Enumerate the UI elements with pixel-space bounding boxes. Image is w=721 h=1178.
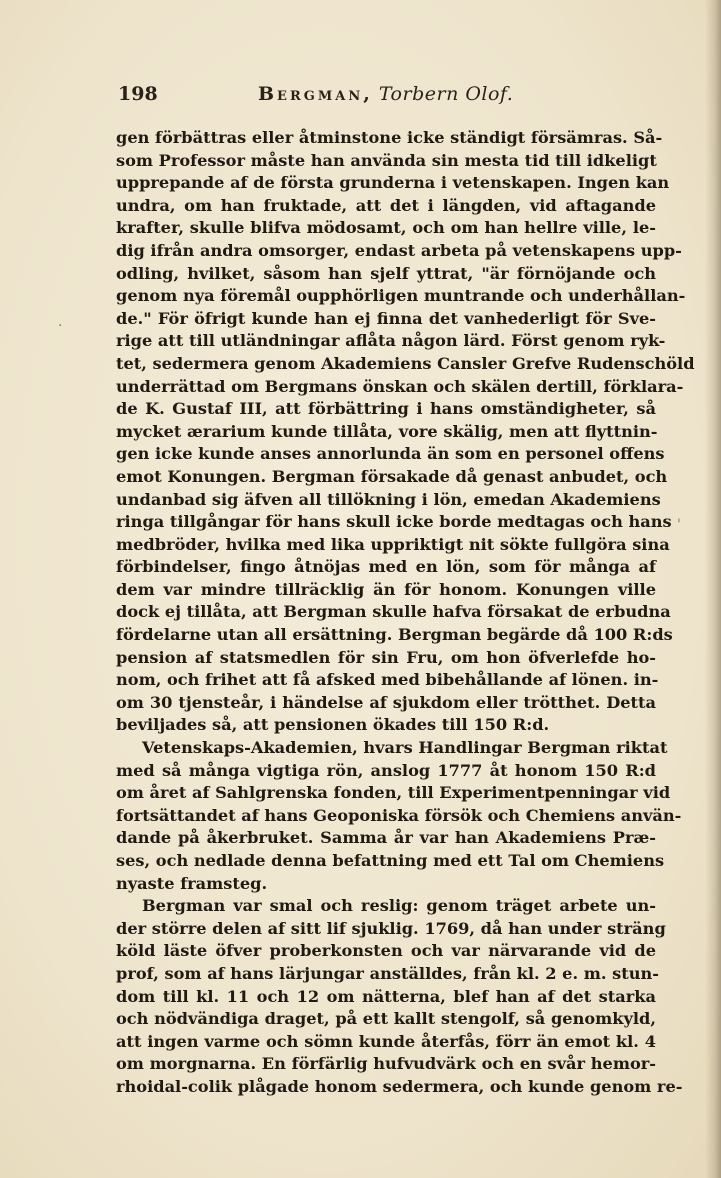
text-line: dande på åkerbruket. Samma år var han Akademiens Præ- bbox=[116, 828, 656, 848]
text-line: nom, och frihet att få afsked med bibehållande af lönen. in- bbox=[116, 670, 659, 690]
text-line: nyaste framsteg. bbox=[116, 873, 268, 893]
text-line: de." För öfrigt kunde han ej finna det vanhederligt för Sve- bbox=[116, 308, 656, 328]
text-line: odling, hvilket, såsom han sjelf yttrat, "är förnöjande och bbox=[116, 263, 656, 283]
text-line: der större delen af sitt lif sjuklig. 1769, då han under sträng bbox=[116, 918, 666, 938]
text-line: köld läste öfver proberkonsten och var närvarande vid de bbox=[116, 941, 656, 961]
text-line: dig ifrån andra omsorger, endast arbeta på vetenskapens upp- bbox=[116, 240, 682, 260]
page-edge-shadow bbox=[705, 0, 721, 1178]
text-line: och nödvändiga draget, på ett kallt stengolf, så genomkyld, bbox=[116, 1009, 656, 1029]
text-line: gen förbättras eller åtminstone icke ständigt försämras. Så- bbox=[116, 128, 663, 147]
text-line: tet, sedermera genom Akademiens Cansler Grefve Rudenschöld bbox=[116, 353, 695, 373]
text-line: som Professor måste han använda sin mesta tid till idkeligt bbox=[116, 150, 657, 170]
text-line: emot Konungen. Bergman försakade då genast anbudet, och bbox=[116, 466, 668, 486]
running-head-surname: Bergman, bbox=[258, 83, 373, 105]
text-line: om 30 tjensteår, i händelse af sjukdom eller trötthet. Detta bbox=[116, 692, 656, 712]
running-head-given-names: Torbern Olof. bbox=[378, 83, 514, 105]
margin-tick: ' bbox=[677, 517, 681, 533]
text-line: dem var mindre tillräcklig än för honom. Konungen ville bbox=[116, 579, 656, 599]
text-line: krafter, skulle blifva mödosamt, och om han hellre ville, le- bbox=[116, 218, 656, 238]
text-line: ringa tillgångar för hans skull icke borde medtagas och hans bbox=[116, 512, 672, 532]
text-line: att ingen varme och sömn kunde återfås, förr än emot kl. 4 bbox=[116, 1031, 656, 1051]
text-line: pension af statsmedlen för sin Fru, om hon öfverlefde ho- bbox=[116, 647, 656, 667]
text-line: om morgnarna. En förfärlig hufvudvärk och en svår hemor- bbox=[116, 1054, 656, 1074]
running-head bbox=[258, 83, 513, 105]
text-line: upprepande af de första grunderna i vetenskapen. Ingen kan bbox=[116, 173, 670, 193]
text-line: dock ej tillåta, att Bergman skulle hafva försakat de erbudna bbox=[116, 602, 671, 622]
text-line: genom nya föremål oupphörligen muntrande och underhållan- bbox=[116, 286, 686, 306]
body-text bbox=[116, 127, 695, 1099]
page-header bbox=[118, 83, 658, 113]
text-line: dom till kl. 11 och 12 om nätterna, blef han af det starka bbox=[116, 986, 656, 1006]
text-line: förbindelser, fingo åtnöjas med en lön, som för många af bbox=[116, 557, 656, 577]
text-line: de K. Gustaf III, att förbättring i hans omständigheter, så bbox=[116, 399, 656, 419]
text-line: beviljades så, att pensionen ökades till 150 R:d. bbox=[116, 715, 550, 735]
text-line: fördelarne utan all ersättning. Bergman begärde då 100 R:ds bbox=[116, 625, 673, 645]
text-line: fortsättandet af hans Geoponiska försök och Chemiens använ- bbox=[116, 805, 682, 825]
text-line: rhoidal-colik plågade honom sedermera, och kunde genom re- bbox=[116, 1076, 683, 1096]
text-line: Vetenskaps-Akademien, hvars Handlingar Bergman riktat bbox=[142, 738, 668, 758]
text-line: medbröder, hvilka med lika uppriktigt nit sökte fullgöra sina bbox=[116, 534, 670, 554]
text-line: om året af Sahlgrenska fonden, till Experimentpenningar vid bbox=[116, 783, 671, 803]
text-line: undra, om han fruktade, att det i längden, vid aftagande bbox=[116, 195, 656, 215]
text-line: mycket ærarium kunde tillåta, vore skälig, men att flyttnin- bbox=[116, 421, 658, 441]
text-line: prof, som af hans lärjungar anställdes, från kl. 2 e. m. stun- bbox=[116, 963, 659, 983]
text-line: Bergman var smal och reslig: genom träget arbete un- bbox=[142, 896, 656, 916]
text-line: rige att till utländningar aflåta någon lärd. Först genom ryk- bbox=[116, 331, 666, 351]
margin-dot: · bbox=[58, 318, 63, 334]
text-line: ses, och nedlade denna befattning med ett Tal om Chemiens bbox=[116, 851, 665, 870]
text-line: gen icke kunde anses annorlunda än som en personel offens bbox=[116, 444, 665, 464]
text-line: undanbad sig äfven all tillökning i lön, emedan Akademiens bbox=[116, 489, 661, 509]
page-number: 198 bbox=[118, 83, 158, 105]
text-line: med så många vigtiga rön, anslog 1777 åt honom 150 R:d bbox=[116, 760, 656, 780]
text-line: underrättad om Bergmans önskan och skälen dertill, förklara- bbox=[116, 376, 684, 396]
